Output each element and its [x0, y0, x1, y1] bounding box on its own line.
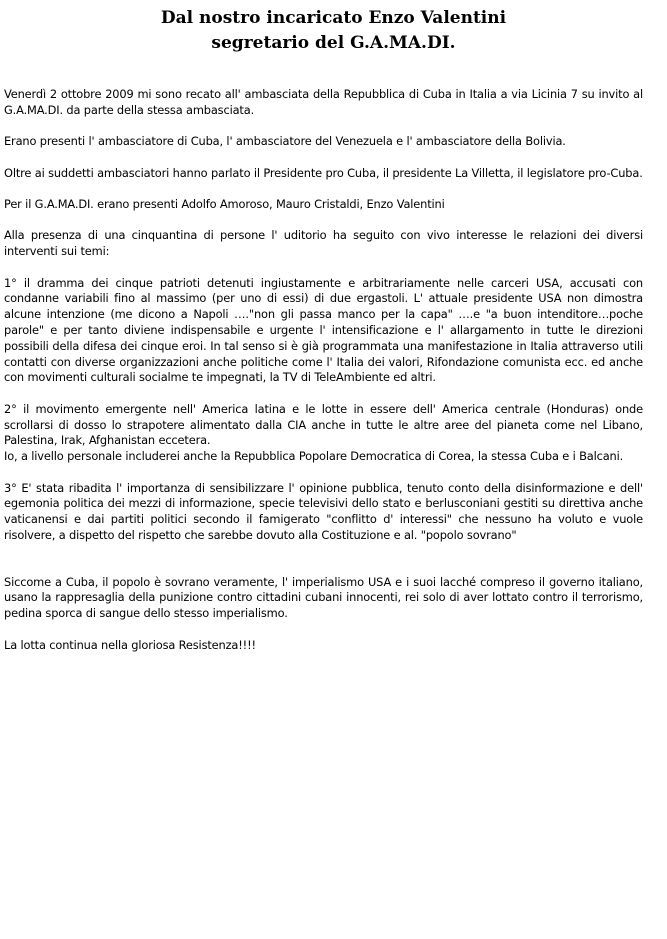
document-page — [4, 6, 643, 653]
paragraph-attendees: Erano presenti l' ambasciatore di Cuba, l' ambasciatore del Venezuela e l' ambasciatore della Bolivia. — [4, 134, 566, 149]
paragraph-audience: Alla presenza di una cinquantina di persone l' uditorio ha seguito con vivo interesse le relazioni dei diversi interventi sui temi: — [4, 228, 643, 259]
paragraph-topic-2: 2° il movimento emergente nell' America latina e le lotte in essere dell' America centrale (Honduras) onde scrollarsi di dosso lo strapotere alimentato dalla CIA anche in tutte le altre aree del pianeta come nel Libano, Palestina, Irak, Afghanistan eccetera. — [4, 401, 643, 448]
title-line-2: segretario del G.A.MA.DI. — [211, 33, 456, 53]
paragraph-gamadi-members: Per il G.A.MA.DI. erano presenti Adolfo Amoroso, Mauro Cristaldi, Enzo Valentini — [4, 196, 445, 211]
paragraph-closing: La lotta continua nella gloriosa Resistenza!!!! — [4, 637, 256, 652]
paragraph-cuba-sovereignty: Siccome a Cuba, il popolo è sovrano veramente, l' imperialismo USA e i suoi lacché compreso il governo italiano, usano la rappresaglia della punizione contro cittadini cubani innocenti, rei solo di aver lottato contro il terrorismo, pedina sporca di sangue dello stesso imperialismo. — [4, 574, 643, 621]
paragraph-visit: Venerdì 2 ottobre 2009 mi sono recato all' ambasciata della Repubblica di Cuba in Italia a via Licinia 7 su invito al G.A.MA.DI. da parte della stessa ambasciata. — [4, 87, 643, 117]
document-title — [4, 6, 643, 56]
paragraph-speakers: Oltre ai suddetti ambasciatori hanno parlato il Presidente pro Cuba, il presidente La Villetta, il legislatore pro-Cuba. — [4, 165, 643, 180]
paragraph-topic-3: 3° E' stata ribadita l' importanza di sensibilizzare l' opinione pubblica, tenuto conto della disinformazione e dell' egemonia politica dei mezzi di informazione, specie televisivi dello stato e berlusconiani gestiti su direttiva anche vaticanensi e dai partiti politici secondo il famigerato "conflitto d' interessi" che nessuno ha voluto e vuole risolvere, a dispetto del rispetto che sarebbe dovuto alla Costituzione e al. "popolo sovrano" — [4, 480, 643, 542]
paragraph-topic-1: 1° il dramma dei cinque patrioti detenuti ingiustamente e arbitrariamente nelle carceri USA, accusati con condanne variabili fino al massimo (per uno di essi) di due ergastoli. L' attuale presidente USA non dimostra alcune intenzione (me dicono a Napoli …."non gli passa manco per la capa" ….e "a buon intenditore…poche parole" e per tanto diviene indispensabile e urgente l' intensificazione e l' allargamento in tutte le direzioni possibili della difesa dei cinque eroi. In tal senso si è già programmata una manifestazione in Italia attraverso utili contatti con diverse organizzazioni anche politiche come l' Italia dei valori, Rifondazione comunista ecc. ed anche con movimenti culturali socialme te impegnati, la TV di TeleAmbiente ed altri. — [4, 275, 643, 385]
paragraph-personal-note: Io, a livello personale includerei anche la Repubblica Popolare Democratica di Corea, la stessa Cuba e i Balcani. — [4, 449, 624, 464]
title-line-1: Dal nostro incaricato Enzo Valentini — [160, 8, 507, 28]
